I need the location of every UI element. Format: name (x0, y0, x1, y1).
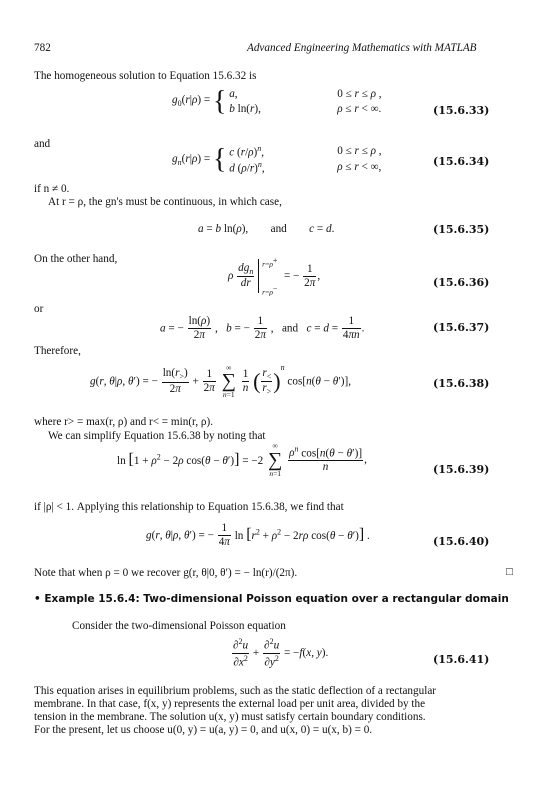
text-continuity: At r = ρ, the gn's must be continuous, in which case, (48, 196, 282, 208)
equation-15-6-40: g(r, θ|ρ, θ′) = − $\frac{1}{4\pi}$ $\ln [r^2 + \rho^2 - 2r\rho$ cos(θ − θ′)] . (146, 522, 370, 548)
text-simplify: We can simplify Equation 15.6.38 by noting that (48, 430, 266, 442)
equation-15-6-34: $g_n(r|\rho)$ = { c $(r/\rho)^n$, 0 ≤ r ≤ ρ , d $(\rho/r)^n$, ρ ≤ r < ∞, (172, 144, 382, 176)
text-intro: The homogeneous solution to Equation 15.6.32 is (34, 70, 257, 82)
text-where: where r> = max(r, ρ) and r< = min(r, ρ). (34, 416, 214, 428)
text-therefore: Therefore, (34, 345, 81, 357)
eqno-33: (15.6.33) (433, 104, 490, 117)
text-or: or (34, 303, 44, 315)
example-heading (34, 593, 509, 605)
equation-15-6-35: a = b ln(ρ), and c = d. (198, 223, 335, 235)
page-number: 782 (34, 42, 51, 54)
text-if-n: if n ≠ 0. (34, 183, 70, 195)
paragraph-line-4: For the present, let us choose u(0, y) = u(a, y) = 0, and u(x, 0) = u(x, b) = 0. (34, 724, 373, 736)
example-bullet: • (34, 593, 41, 605)
text-other-hand: On the other hand, (34, 253, 118, 265)
eqno-34: (15.6.34) (433, 155, 490, 168)
running-title: Advanced Engineering Mathematics with MATLAB (247, 42, 477, 54)
eqno-41: (15.6.41) (433, 653, 490, 666)
text-consider: Consider the two-dimensional Poisson equation (72, 620, 286, 632)
qed-symbol: □ (506, 566, 513, 578)
eqno-39: (15.6.39) (433, 463, 490, 476)
equation-15-6-37: a = − $\frac{\ln(\rho)}{2\pi}$ , b = − $\frac{1}{2\pi}$ , and c = d = $\frac{1}{4\pi n}$ . (160, 315, 365, 341)
equation-15-6-33: $g_0(r|\rho)$ = { a, 0 ≤ r ≤ ρ , b ln(r), ρ ≤ r < ∞. (172, 85, 382, 117)
equation-15-6-39: $\ln [1 + \rho^2 - 2\rho$ cos(θ − θ′)] = −2 ∞ ∑ n=1 $\frac{\rho^n \cos[n(\theta - \theta')]}{n}$ , (117, 441, 367, 478)
equation-15-6-41: $\frac{\partial^2u}{\partial x^2}$ + $\frac{\partial^2u}{\partial y^2}$ = −f(x, y). (233, 637, 329, 669)
paragraph-line-1: This equation arises in equilibrium problems, such as the static deflection of a rectangular (34, 685, 437, 697)
eqno-40: (15.6.40) (433, 535, 490, 548)
eqno-35: (15.6.35) (433, 223, 490, 236)
text-note: Note that when ρ = 0 we recover g(r, θ|0, θ′) = − ln(r)/(2π). (34, 567, 298, 579)
text-if-rho: if |ρ| < 1. Applying this relationship to Equation 15.6.38, we find that (34, 501, 344, 513)
paragraph-line-2: membrane. In that case, f(x, y) represents the external load per unit area, divided by the (34, 698, 426, 710)
text-and: and (34, 138, 51, 150)
paragraph-line-3: tension in the membrane. The solution u(x, y) must satisfy certain boundary conditions. (34, 711, 426, 723)
eqno-36: (15.6.36) (433, 276, 490, 289)
example-title: Example 15.6.4: Two-dimensional Poisson equation over a rectangular domain (44, 593, 509, 605)
equation-15-6-38: g(r, θ|ρ, θ′) = − $\frac{\ln(r_>)}{2\pi}$ + $\frac{1}{2\pi}$ ∞ ∑ n=1 $\frac{1}{n}$ ( $\frac{r_<}{r_>}$ )$^n$ cos[n(θ − θ′)], (90, 362, 351, 400)
equation-15-6-36: ρ $\frac{dg_n}{dr}$ r=ρ+ r=ρ− = − $\frac{1}{2\pi}$ , (228, 256, 321, 297)
eqno-37: (15.6.37) (433, 321, 490, 334)
eqno-38: (15.6.38) (433, 377, 490, 390)
